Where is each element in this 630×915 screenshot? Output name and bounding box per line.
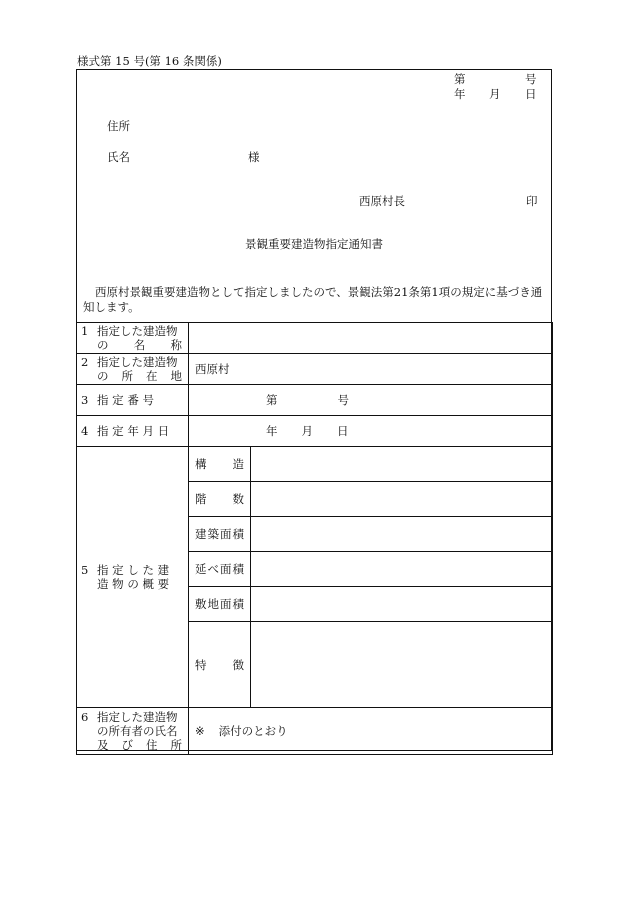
number-go: 号 (525, 72, 537, 86)
value-designation-date[interactable]: 年 月 日 (189, 416, 553, 447)
row-designation-number (77, 385, 553, 416)
label-designation-number: 3 指 定 番 号 (77, 385, 189, 416)
address-label: 住所 (107, 119, 130, 133)
row-designation-date (77, 416, 553, 447)
value-building-name[interactable] (189, 323, 553, 354)
label-structure: 構 造 (189, 447, 251, 482)
owner-value: 添付のとおり (218, 724, 288, 738)
label-building-name: 1 指定した建造物 の 名 称 (77, 323, 189, 354)
seal-mark: 印 (526, 194, 538, 208)
label-building-outline: 5 指 定 し た 建 造 物 の 概 要 (77, 447, 189, 708)
label-building-area: 建 築 面 積 (189, 517, 251, 552)
value-owner[interactable] (189, 708, 553, 755)
issuer-name: 西原村長 (359, 194, 405, 208)
details-table (76, 322, 553, 755)
label-building-location: 2 指定した建造物 の 所 在 地 (77, 354, 189, 385)
value-site-area[interactable] (251, 587, 553, 622)
value-features[interactable] (251, 622, 553, 708)
value-floors[interactable] (251, 482, 553, 517)
row-building-name (77, 323, 553, 354)
document-title: 景観重要建造物指定通知書 (245, 237, 383, 251)
name-label: 氏名 (107, 150, 130, 164)
date-tsuki: 月 (489, 87, 501, 101)
value-structure[interactable] (251, 447, 553, 482)
label-features: 特 徴 (189, 622, 251, 708)
value-total-floor-area[interactable] (251, 552, 553, 587)
label-owner: 6 指定した建造物 の所有者の氏名 及 び 住 所 (77, 708, 189, 755)
label-total-floor-area: 延 べ 面 積 (189, 552, 251, 587)
row-outline-structure (77, 447, 553, 482)
honorific-sama: 様 (248, 150, 260, 164)
row-building-location (77, 354, 553, 385)
date-hi: 日 (525, 87, 537, 101)
row-owner (77, 708, 553, 755)
label-floors: 階 数 (189, 482, 251, 517)
value-designation-number[interactable]: 第 号 (189, 385, 553, 416)
notification-form (76, 69, 552, 751)
reference-mark: ※ (195, 724, 205, 738)
value-building-area[interactable] (251, 517, 553, 552)
number-dai: 第 (454, 72, 466, 86)
notice-text: 西原村景観重要建造物として指定しましたので、景観法第21条第1項の規定に基づき通知します。 (83, 285, 543, 314)
label-designation-date: 4 指 定 年 月 日 (77, 416, 189, 447)
label-site-area: 敷 地 面 積 (189, 587, 251, 622)
form-number-label: 様式第 15 号(第 16 条関係) (77, 54, 222, 68)
value-building-location[interactable]: 西原村 (189, 354, 553, 385)
date-nen: 年 (454, 87, 466, 101)
